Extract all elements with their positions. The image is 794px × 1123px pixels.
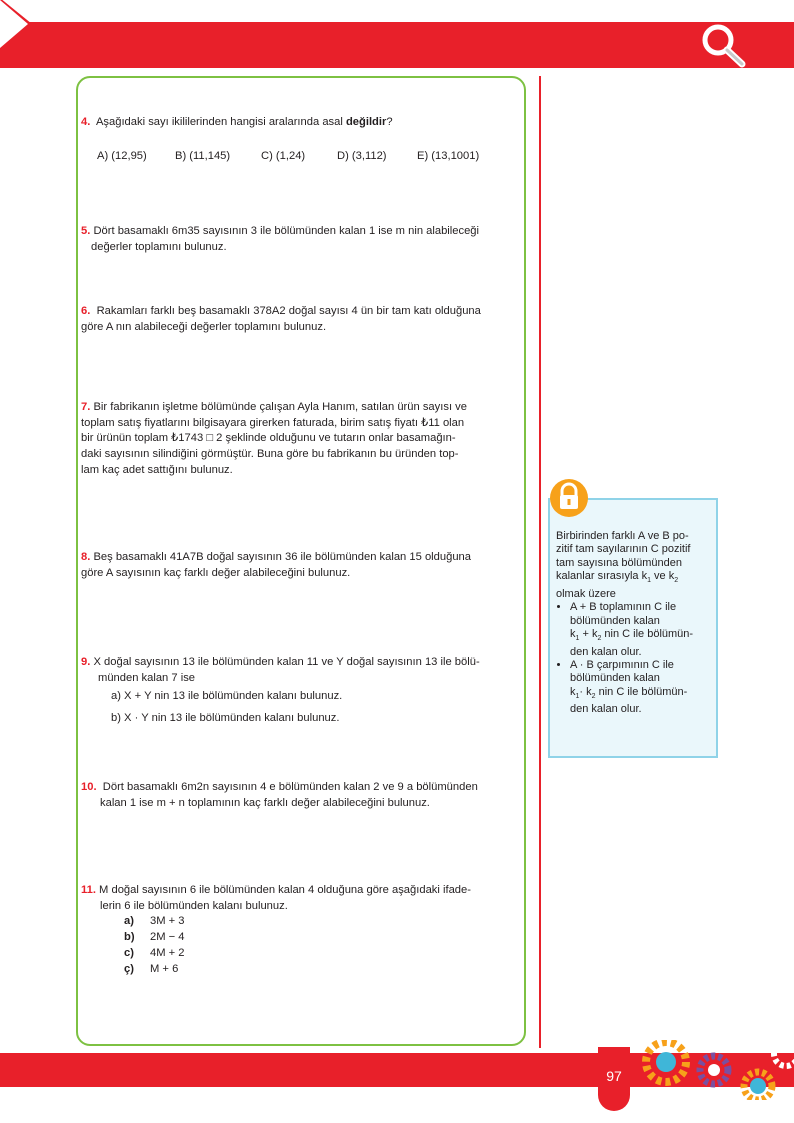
item-expression: 3M + 3 [150, 915, 185, 927]
question-number: 6. [81, 305, 91, 317]
question-9 [81, 655, 521, 686]
question-line: göre A sayısının kaç farklı değer alabileceğini bulunuz. [81, 566, 351, 579]
item-expression: M + 6 [150, 963, 179, 975]
lock-icon [549, 478, 589, 518]
q11-item-c [124, 947, 185, 959]
item-label: ç) [124, 963, 134, 975]
note-bullet-sum: • A + B toplamının C ile bölümünden kalan $k_1 + k_2$ nin C ile bölümün- den kalan olur. [570, 601, 714, 659]
question-line: X doğal sayısının 13 ile bölümünden kalan 11 ve Y doğal sayısının 13 ile bölü- [93, 656, 480, 668]
question-line: göre A nın alabileceği değerler toplamını bulunuz. [81, 320, 327, 333]
item-expression: 2M − 4 [150, 931, 185, 943]
question-8 [81, 550, 521, 581]
question-line: değerler toplamını bulunuz. [91, 240, 227, 253]
q9-part-a: a) X + Y nin 13 ile bölümünden kalanı bulunuz. [111, 690, 343, 702]
question-line: Bir fabrikanın işletme bölümünde çalışan Ayla Hanım, satılan ürün sayısı ve [93, 401, 467, 413]
question-line: lerin 6 ile bölümünden kalanı bulunuz. [100, 899, 288, 912]
question-line: toplam satış fiyatlarını bilgisayara girerken faturada, birim satış fiyatı ₺11 olan [81, 416, 465, 429]
q11-item-cc [124, 963, 178, 975]
question-4 [81, 115, 521, 131]
question-line: Rakamları farklı beş basamaklı 378A2 doğal sayısı 4 ün bir tam katı olduğuna [96, 305, 481, 317]
note-line: olmak üzere [556, 587, 616, 600]
question-line: bir ürünün toplam ₺1743 □ 2 şeklinde olduğunu ve tutarın onlar basamağın- [81, 432, 456, 445]
question-mark: ? [386, 116, 393, 128]
q9-part-b: b) X · Y nin 13 ile bölümünden kalanı bulunuz. [111, 712, 340, 724]
question-number: 11. [81, 884, 96, 896]
question-10 [81, 780, 521, 811]
option-e: E) (13,1001) [417, 150, 480, 162]
question-line: Dört basamaklı 6m35 sayısının 3 ile bölümünden kalan 1 ise m nin alabileceği [93, 225, 480, 237]
question-emphasis: değildir [345, 116, 387, 128]
question-7 [81, 400, 521, 479]
option-a: A) (12,95) [97, 150, 147, 162]
page-number: 97 [606, 1068, 622, 1084]
note-bullet-product: • A · B çarpımının C ile bölümünden kalan $k_1\cdot k_2$ nin C ile bölümün- den kalan olur. [570, 659, 714, 717]
gears-decoration [636, 1040, 794, 1100]
item-expression: 4M + 2 [150, 947, 185, 959]
question-line: Beş basamaklı 41A7B doğal sayısının 36 ile bölümünden kalan 15 olduğuna [93, 551, 471, 563]
note-line: kalanlar sırasıyla $k_1$ ve $k_2$ [556, 570, 679, 585]
note-line: zitif tam sayılarının C pozitif [556, 543, 691, 556]
item-label: a) [124, 915, 134, 927]
column-divider [539, 76, 541, 1048]
question-line: lam kaç adet sattığını bulunuz. [81, 463, 233, 476]
question-number: 10. [81, 781, 97, 793]
question-line: Dört basamaklı 6m2n sayısının 4 e bölümünden kalan 2 ve 9 a bölümünden [102, 781, 478, 793]
option-b: B) (11,145) [175, 150, 231, 162]
option-d: D) (3,112) [337, 150, 387, 162]
info-note-text [556, 530, 714, 717]
question-number: 7. [81, 401, 91, 413]
item-label: c) [124, 947, 134, 959]
question-line: daki sayısının silindiğini görmüştür. Buna göre bu fabrikanın bu üründen top- [81, 448, 459, 461]
note-line: Birbirinden farklı A ve B po- [556, 530, 689, 542]
question-line: M doğal sayısının 6 ile bölümünden kalan 4 olduğuna göre aşağıdaki ifade- [99, 884, 471, 896]
q11-item-b [124, 931, 185, 943]
magnifier-icon [696, 20, 756, 68]
question-text: Aşağıdaki sayı ikililerinden hangisi aralarında asal [95, 116, 346, 128]
question-number: 5. [81, 225, 91, 237]
note-line: tam sayısına bölümünden [556, 556, 682, 569]
q11-item-a [124, 915, 185, 927]
question-5 [81, 224, 521, 255]
question-number: 8. [81, 551, 91, 563]
header-bar [0, 22, 794, 68]
question-11 [81, 883, 521, 914]
question-line: münden kalan 7 ise [98, 671, 196, 684]
question-number: 9. [81, 656, 91, 668]
item-label: b) [124, 931, 135, 943]
option-c: C) (1,24) [261, 150, 306, 162]
question-number: 4. [81, 116, 91, 128]
question-line: kalan 1 ise m + n toplamının kaç farklı değer alabileceğini bulunuz. [100, 796, 430, 809]
question-6 [81, 304, 521, 335]
